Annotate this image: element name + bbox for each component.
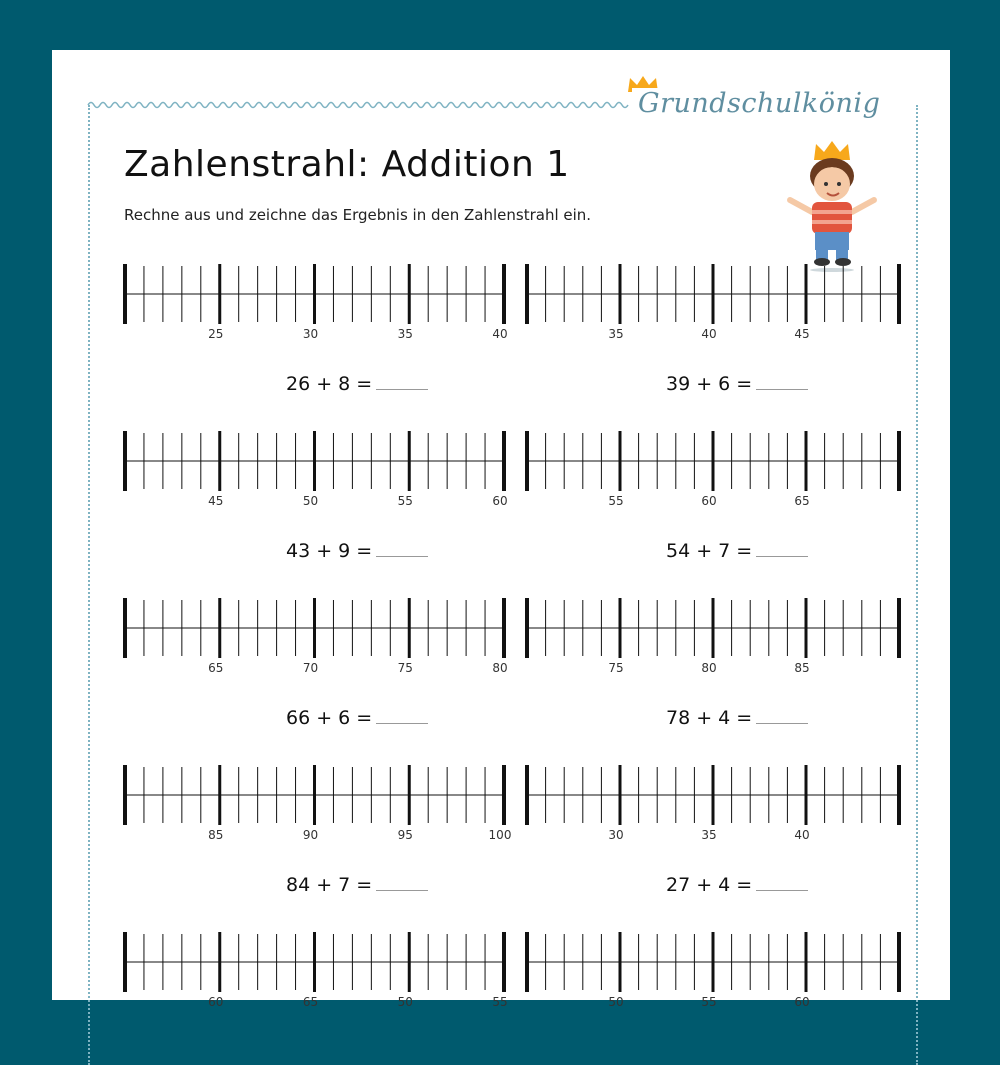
tick-label: 55 — [608, 494, 624, 508]
equation-text: 43 + 9 = — [286, 540, 373, 562]
brand-logo: Grundschulkönig — [632, 88, 886, 119]
answer-blank[interactable] — [376, 375, 428, 390]
tick-label: 85 — [208, 828, 224, 842]
tick-label: 35 — [608, 327, 624, 341]
number-line-right-3[interactable] — [525, 598, 901, 678]
equation-text: 78 + 4 = — [666, 707, 753, 729]
equation-text: 27 + 4 = — [666, 874, 753, 896]
tick-label: 100 — [488, 828, 512, 842]
tick-label: 55 — [701, 995, 717, 1009]
tick-label: 90 — [302, 828, 319, 842]
tick-label: 35 — [701, 828, 717, 842]
tick-label: 25 — [208, 327, 224, 341]
page-title: Zahlenstrahl: Addition 1 — [124, 144, 570, 185]
tick-label: 85 — [794, 661, 810, 675]
number-line-left-4[interactable] — [123, 765, 512, 845]
equation-right-4 — [666, 874, 808, 896]
tick-label: 40 — [701, 327, 717, 341]
equation-left-3 — [286, 707, 428, 729]
tick-label: 75 — [397, 661, 413, 675]
answer-blank[interactable] — [376, 709, 428, 724]
answer-blank[interactable] — [756, 375, 808, 390]
tick-label: 65 — [302, 995, 319, 1009]
number-line-right-1[interactable] — [525, 264, 901, 344]
tick-label: 30 — [302, 327, 319, 341]
tick-label: 30 — [608, 828, 624, 842]
tick-label: 75 — [608, 661, 624, 675]
equation-left-1 — [286, 373, 428, 395]
tick-label: 80 — [492, 661, 508, 675]
answer-blank[interactable] — [756, 542, 808, 557]
number-line-right-5[interactable] — [525, 932, 901, 1012]
tick-label: 50 — [397, 995, 413, 1009]
number-line-right-4[interactable] — [525, 765, 901, 845]
equation-right-3 — [666, 707, 808, 729]
tick-label: 70 — [302, 661, 319, 675]
number-line-left-3[interactable] — [123, 598, 506, 678]
tick-label: 95 — [397, 828, 413, 842]
equation-left-2 — [286, 540, 428, 562]
tick-label: 45 — [794, 327, 810, 341]
tick-label: 40 — [794, 828, 810, 842]
instruction-text: Rechne aus und zeichne das Ergebnis in den Zahlenstrahl ein. — [124, 206, 592, 224]
number-line-right-2[interactable] — [525, 431, 901, 511]
equation-right-2 — [666, 540, 808, 562]
equation-left-4 — [286, 874, 428, 896]
tick-label: 60 — [794, 995, 810, 1009]
tick-label: 50 — [302, 494, 319, 508]
tick-label: 45 — [208, 494, 224, 508]
equation-text: 26 + 8 = — [286, 373, 373, 395]
tick-label: 80 — [701, 661, 717, 675]
tick-label: 65 — [208, 661, 224, 675]
tick-label: 40 — [492, 327, 508, 341]
equation-text: 54 + 7 = — [666, 540, 753, 562]
tick-label: 55 — [492, 995, 508, 1009]
tick-label: 60 — [701, 494, 717, 508]
tick-label: 50 — [608, 995, 624, 1009]
number-line-left-1[interactable] — [123, 264, 506, 344]
equation-right-1 — [666, 373, 808, 395]
tick-label: 60 — [492, 494, 508, 508]
tick-label: 55 — [397, 494, 413, 508]
worksheet-page — [52, 50, 950, 1009]
tick-label: 65 — [794, 494, 810, 508]
answer-blank[interactable] — [376, 542, 428, 557]
kid-mascot-illustration — [782, 138, 882, 273]
number-line-left-5[interactable] — [123, 932, 506, 1012]
equation-text: 66 + 6 = — [286, 707, 373, 729]
answer-blank[interactable] — [756, 709, 808, 724]
equation-text: 84 + 7 = — [286, 874, 373, 896]
tick-label: 35 — [397, 327, 413, 341]
number-line-left-2[interactable] — [123, 431, 506, 511]
answer-blank[interactable] — [756, 876, 808, 891]
answer-blank[interactable] — [376, 876, 428, 891]
tick-label: 60 — [208, 995, 224, 1009]
equation-text: 39 + 6 = — [666, 373, 753, 395]
